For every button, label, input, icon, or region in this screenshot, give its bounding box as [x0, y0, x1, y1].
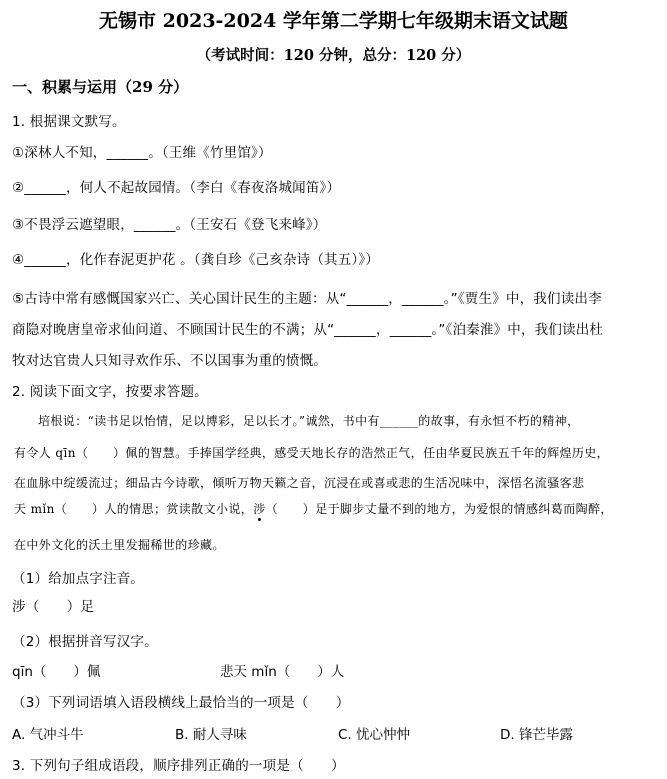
- sub-question-3: （3）下列词语填入语段横线上最恰当的一项是（ ）: [12, 695, 350, 711]
- section-heading: 一、积累与运用（29 分）: [12, 78, 189, 96]
- question-1-item-5-line-3: 牧对达官贵人只知寻欢作乐、不以国事为重的愤慨。: [12, 353, 328, 369]
- passage-line-2: 有令人 qīn（ ）佩的智慧。手捧国学经典，感受天地长存的浩然正气，任由华夏民族五千年的辉煌历史，: [14, 446, 610, 460]
- exam-subtitle: （考试时间：120 分钟，总分：120 分）: [196, 47, 471, 64]
- passage-line-4-tail: （ ）足于脚步丈量不到的地方，为爱恨的情感纠葛而陶醉，: [265, 502, 613, 516]
- question-1-item-5-line-1: ⑤古诗中常有感慨国家兴亡、关心国计民生的主题：从“______，______。”《贾生》中，我们读出李: [12, 291, 602, 307]
- option-d: D. 锋芒毕露: [500, 727, 573, 743]
- passage-line-5: 在中外文化的沃土里发掘稀世的珍藏。: [14, 538, 225, 552]
- question-1-item-4: ④______，化作春泥更护花 。（龚自珍《己亥杂诗（其五）》）: [12, 252, 380, 268]
- sub-question-2: （2）根据拼音写汉字。: [12, 634, 158, 650]
- passage-line-4-text: 人的情思；赏读散文小说，: [104, 502, 254, 516]
- sub-question-1-item: 涉（ ）足: [12, 599, 95, 615]
- question-2-stem: 2. 阅读下面文字，按要求答题。: [12, 384, 208, 400]
- sub-question-1: （1）给加点字注音。: [12, 571, 145, 587]
- passage-line-4-prefix: 天 mǐn（ ）: [14, 502, 105, 516]
- option-c: C. 忧心忡忡: [338, 727, 411, 743]
- dotted-character: 涉: [253, 502, 266, 516]
- exam-title: 无锡市 2023-2024 学年第二学期七年级期末语文试题: [99, 10, 568, 32]
- question-1-item-3: ③不畏浮云遮望眼，______。（王安石《登飞来峰》）: [12, 217, 327, 233]
- sub-question-2-item-2: 悲天 mǐn（ ）人: [220, 664, 345, 680]
- question-1-item-2: ②______，何人不起故园情。（李白《春夜洛城闻笛》）: [12, 180, 341, 196]
- question-1-item-1: ①深林人不知，______。（王维《竹里馆》）: [12, 145, 272, 161]
- question-1-stem: 1. 根据课文默写。: [12, 114, 126, 130]
- question-3-stem: 3. 下列句子组成语段，顺序排列正确的一项是（ ）: [12, 758, 345, 774]
- passage-line-1: 培根说：“读书足以怡情，足以博彩，足以长才。”诚然，书中有______的故事，有永恒不朽的精神，: [38, 414, 580, 428]
- passage-line-3: 在血脉中绽缓流过；细品古今诗歌，倾听万物天籁之音，沉浸在或喜或悲的生活况味中，深悟名流骚客悲: [14, 476, 585, 490]
- question-1-item-5-line-2: 商隐对晚唐皇帝求仙问道、不顾国计民生的不满；从“______，______。”《泊秦淮》中，我们读出杜: [12, 322, 604, 338]
- option-b: B. 耐人寻味: [175, 727, 247, 743]
- passage-line-4: [14, 500, 613, 517]
- option-a: A. 气冲斗牛: [12, 727, 84, 743]
- sub-question-2-item-1: qīn（ ）佩: [12, 664, 101, 680]
